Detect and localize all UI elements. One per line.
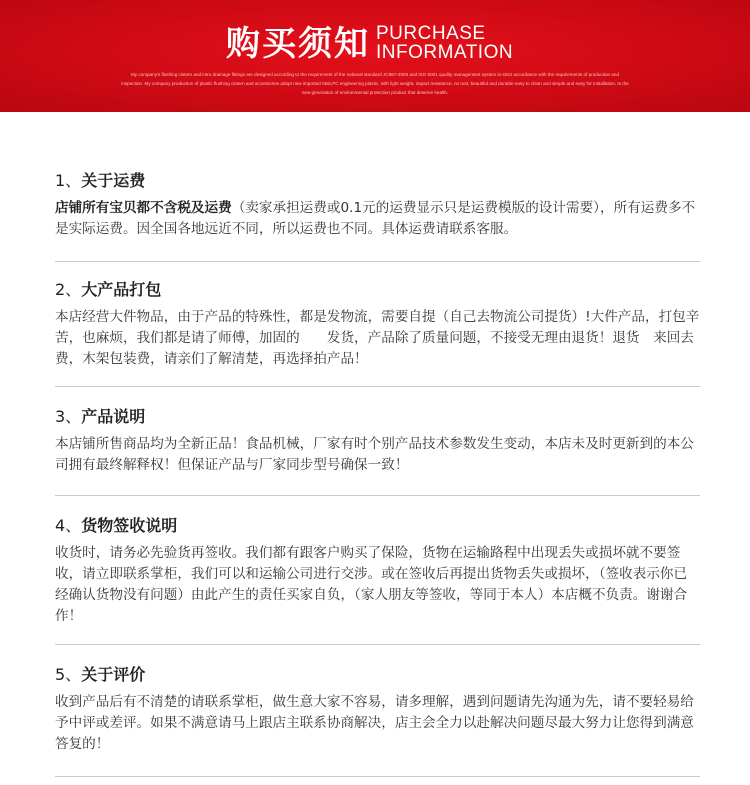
banner-fine-print: My company's flushing cistern and intro drainage fittings are designed according to the requirement of the national standard JC987-2005 and ISO 9001 quality management system in strict accordance with the requirements of production and inspection. My company production of plastic flushing cistern and accessories adopt new imported ABS,PC engineering plastic, with light weight, impact resistance, no rust, beautiful and durable easy to clean and simple and easy for installation. Is the new generation of environmental protection product that deserve health. xyxy=(121,72,629,95)
banner-title-en-line1: PURCHASE xyxy=(376,23,486,44)
banner-title xyxy=(226,24,513,64)
section-text: 本店铺所售商品均为全新正品！食品机械，厂家有时个别产品技术参数发生变动，本店未及时更新到的本公司拥有最终解释权！但保证产品与厂家同步型号确保一致！ xyxy=(55,436,694,473)
divider xyxy=(55,495,700,496)
section-body xyxy=(55,692,700,755)
divider xyxy=(55,644,700,645)
divider xyxy=(55,261,700,262)
section-title xyxy=(55,664,700,686)
notice-content xyxy=(0,112,750,785)
section-number: 5、 xyxy=(55,665,82,684)
divider xyxy=(55,776,700,777)
section-reviews xyxy=(55,664,700,755)
section-number: 2、 xyxy=(55,280,82,299)
banner-title-cn: 购买须知 xyxy=(226,24,370,64)
section-heading: 大产品打包 xyxy=(81,280,162,299)
section-title xyxy=(55,279,700,301)
section-heading: 货物签收说明 xyxy=(81,516,178,535)
section-packaging xyxy=(55,279,700,370)
section-number: 3、 xyxy=(55,407,82,426)
section-text: 收到产品后有不清楚的请联系掌柜，做生意大家不容易，请多理解，遇到问题请先沟通为先，请不要轻易给予中评或差评。如果不满意请马上跟店主联系协商解决，店主会全力以赴解决问题尽最大努力让您得到满意答复的！ xyxy=(55,694,694,752)
section-body xyxy=(55,307,700,370)
section-shipping xyxy=(55,170,700,240)
section-bold-lead: 店铺所有宝贝都不含税及运费 xyxy=(55,200,232,216)
section-product-description xyxy=(55,406,700,476)
section-title xyxy=(55,406,700,428)
section-title xyxy=(55,170,700,192)
section-number: 1、 xyxy=(55,171,82,190)
banner-title-en-line2: INFORMATION xyxy=(376,42,514,63)
section-title xyxy=(55,515,700,537)
section-text: 收货时，请务必先验货再签收。我们都有跟客户购买了保险，货物在运输路程中出现丢失或损坏就不要签收，请立即联系掌柜，我们可以和运输公司进行交涉。或在签收后再提出货物丢失或损坏，（签收表示你已经确认货物没有问题）由此产生的责任买家自负，（家人朋友等签收，等同于本人）本店概不负责。谢谢合作！ xyxy=(55,545,688,624)
section-number: 4、 xyxy=(55,516,82,535)
section-heading: 产品说明 xyxy=(81,407,146,426)
purchase-info-banner xyxy=(0,0,750,112)
section-body xyxy=(55,198,700,240)
section-text: （卖家承担运费或0.1元的运费显示只是运费模版的设计需要），所有运费多不是实际运费。因全国各地远近不同，所以运费也不同。具体运费请联系客服。 xyxy=(55,200,696,237)
section-heading: 关于运费 xyxy=(81,171,146,190)
banner-title-en xyxy=(376,24,513,64)
section-body xyxy=(55,434,700,476)
section-body xyxy=(55,543,700,627)
section-heading: 关于评价 xyxy=(81,665,146,684)
section-delivery-receipt xyxy=(55,515,700,627)
section-text: 本店经营大件物品，由于产品的特殊性，都是发物流，需要自提（自己去物流公司提货）!大件产品，打包辛苦，也麻烦，我们都是请了师傅，加固的 发货，产品除了质量问题，不接受无理由退货！退货 来回去费，木架包装费，请亲们了解清楚，再选择拍产品！ xyxy=(55,309,700,367)
divider xyxy=(55,386,700,387)
